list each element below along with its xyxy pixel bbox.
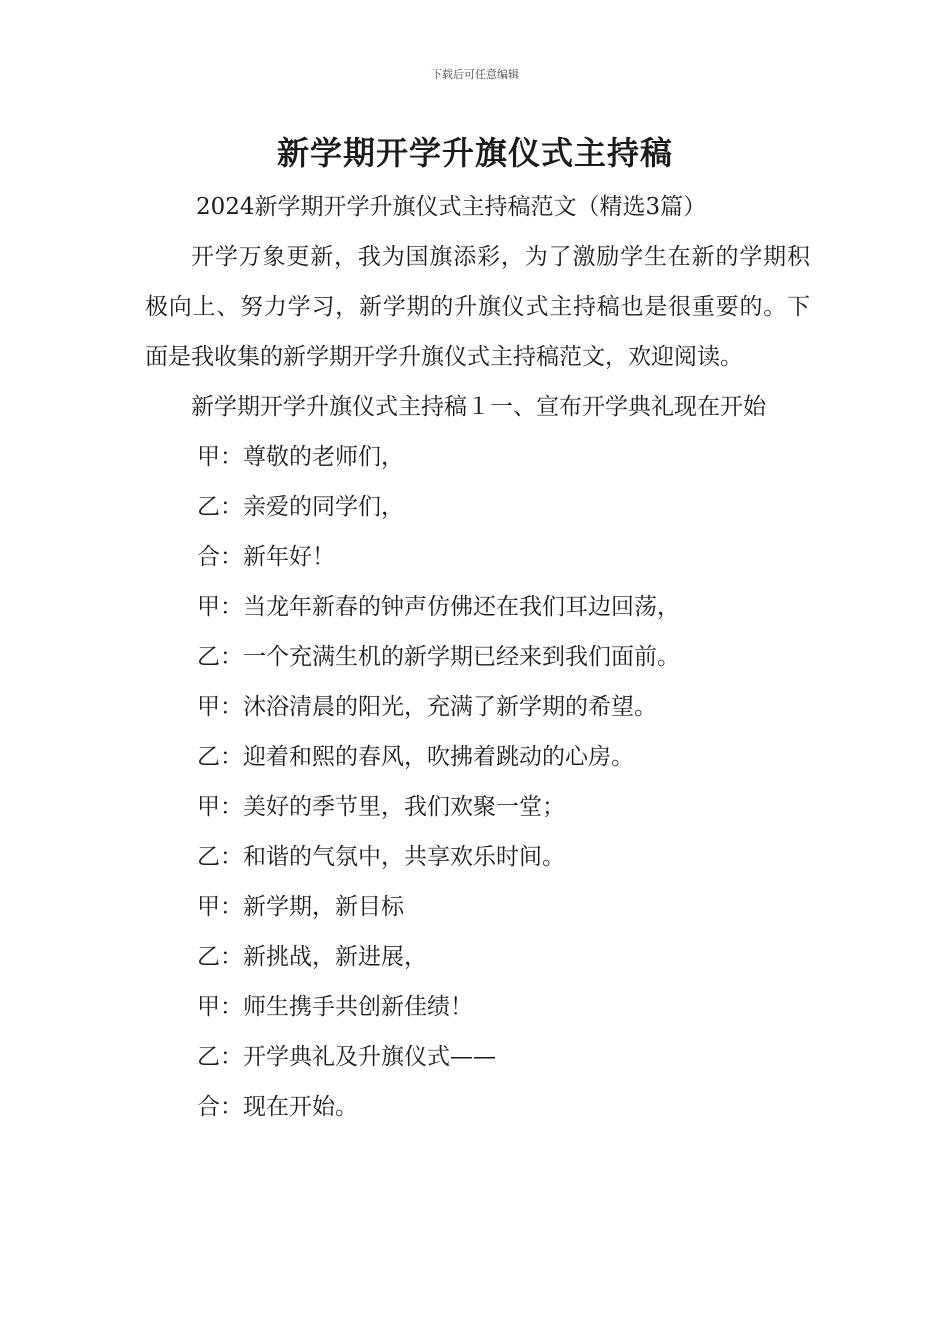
dialogue-line: 乙：开学典礼及升旗仪式—— [197, 1044, 496, 1070]
dialogue-line: 甲：当龙年新春的钟声仿佛还在我们耳边回荡， [197, 594, 680, 620]
dialogue-line: 甲：师生携手共创新佳绩！ [197, 994, 473, 1020]
subtitle: 2024新学期开学升旗仪式主持稿范文（精选3篇） [196, 194, 707, 220]
dialogue-line: 乙：亲爱的同学们， [197, 494, 404, 520]
dialogue-line: 乙：一个充满生机的新学期已经来到我们面前。 [197, 644, 680, 670]
dialogue-line: 乙：新挑战，新进展， [197, 944, 427, 970]
dialogue-line: 合：现在开始。 [197, 1094, 358, 1120]
dialogue-line: 乙：和谐的气氛中，共享欢乐时间。 [197, 844, 565, 870]
dialogue-line: 乙：迎着和熙的春风，吹拂着跳动的心房。 [197, 744, 634, 770]
dialogue-line: 甲：新学期，新目标 [197, 894, 404, 920]
dialogue-line: 甲：美好的季节里，我们欢聚一堂； [197, 794, 565, 820]
document-body [145, 182, 810, 1132]
dialogue-line: 甲：尊敬的老师们， [197, 444, 404, 470]
page-title: 新学期开学升旗仪式主持稿 [276, 134, 673, 172]
intro-paragraph: 开学万象更新，我为国旗添彩，为了激励学生在新的学期积极向上、努力学习，新学期的升旗仪式主持稿也是很重要的。下面是我收集的新学期开学升旗仪式主持稿范文，欢迎阅读。 [145, 244, 810, 370]
header-note: 下载后可任意编辑 [431, 68, 519, 81]
dialogue-line: 甲：沐浴清晨的阳光，充满了新学期的希望。 [197, 694, 657, 720]
dialogue-line: 合：新年好！ [197, 544, 335, 570]
section-heading: 新学期开学升旗仪式主持稿１一、宣布开学典礼现在开始 [191, 394, 766, 420]
